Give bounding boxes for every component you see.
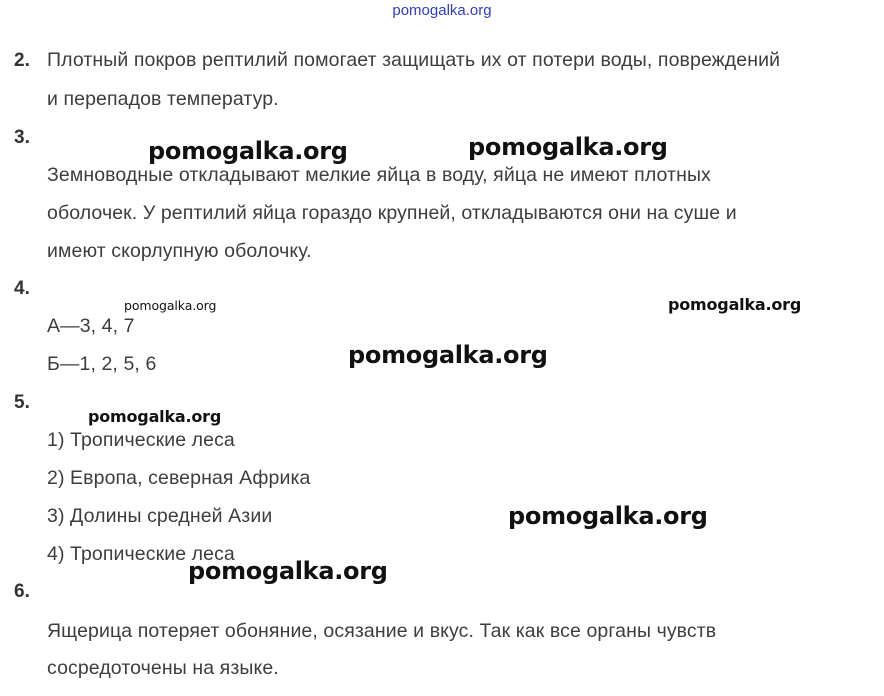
- watermark: pomogalka.org: [668, 295, 802, 314]
- watermark: pomogalka.org: [88, 407, 222, 426]
- watermark: pomogalka.org: [348, 341, 548, 369]
- watermark: pomogalka.org: [188, 557, 388, 585]
- answer-5-number: 5.: [14, 392, 30, 413]
- watermark: pomogalka.org: [148, 137, 348, 165]
- answer-3-line-1: Земноводные откладывают мелкие яйца в воду, яйца не имеют плотных: [47, 164, 711, 186]
- answer-5-line-4: 4) Тропические леса: [47, 543, 235, 565]
- watermark: pomogalka.org: [124, 298, 217, 313]
- answer-5-line-1: 1) Тропические леса: [47, 429, 235, 451]
- answer-4-number: 4.: [14, 278, 30, 299]
- answer-6-line-1: Ящерица потеряет обоняние, осязание и вкус. Так как все органы чувств: [47, 620, 717, 642]
- answer-3-line-2: оболочек. У рептилий яйца гораздо крупней, откладываются они на суше и: [47, 202, 737, 224]
- answer-2-line-1: Плотный покров рептилий помогает защищать их от потери воды, повреждений: [47, 49, 781, 71]
- answer-3-number: 3.: [14, 127, 30, 148]
- answer-6-number: 6.: [14, 581, 30, 602]
- answer-5-line-2: 2) Европа, северная Африка: [47, 467, 311, 489]
- answer-6-line-2: сосредоточены на языке.: [47, 657, 279, 679]
- watermark: pomogalka.org: [468, 133, 668, 161]
- header-watermark: pomogalka.org: [392, 2, 492, 19]
- watermark: pomogalka.org: [508, 502, 708, 530]
- answer-3-line-3: имеют скорлупную оболочку.: [47, 240, 312, 262]
- answer-2-number: 2.: [14, 50, 30, 71]
- answer-5-line-3: 3) Долины средней Азии: [47, 505, 273, 527]
- answer-4-line-1: А—3, 4, 7: [47, 315, 135, 337]
- answer-2-line-2: и перепадов температур.: [47, 88, 279, 110]
- answer-4-line-2: Б—1, 2, 5, 6: [47, 353, 157, 375]
